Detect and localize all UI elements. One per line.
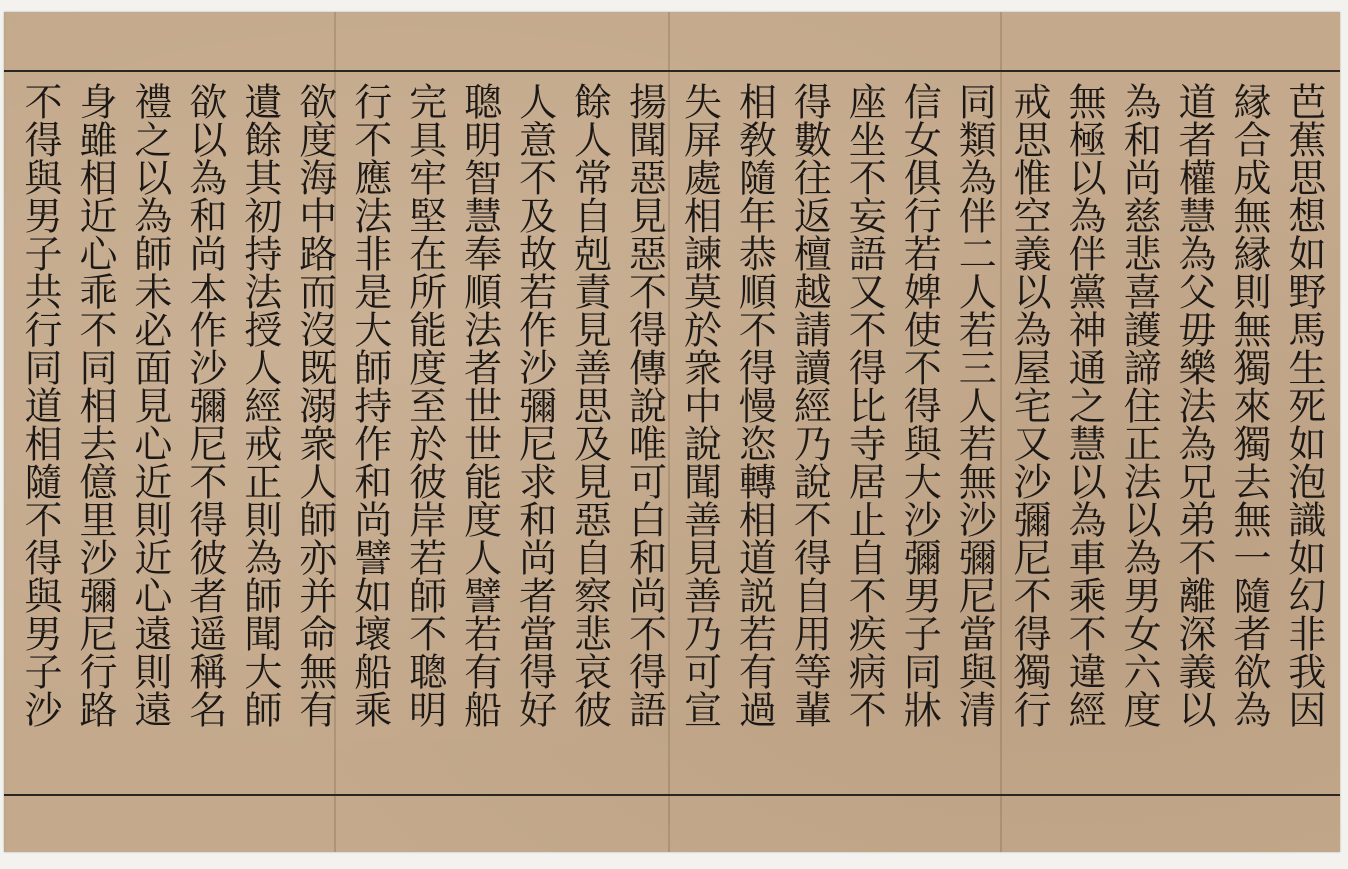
text-column: 欲度海中路而沒既溺衆人師亦并命無有 [292, 82, 337, 728]
text-column: 失屏處相諫莫於衆中說聞善見善乃可宣 [677, 82, 722, 728]
text-column: 人意不及故若作沙彌尼求和尚者當得好 [512, 82, 557, 728]
text-columns [18, 82, 1326, 804]
text-column: 為和尚慈悲喜護諦住正法以為男女六度 [1117, 82, 1162, 728]
text-column: 身雖相近心乖不同相去億里沙彌尼行路 [72, 82, 117, 728]
text-column: 欲以為和尚本作沙彌尼不得彼者遥稱名 [182, 82, 227, 728]
top-border-rule [4, 70, 1340, 72]
text-column: 揚聞惡見惡不得傳說唯可白和尚不得語 [622, 82, 667, 728]
text-column: 遺餘其初持法授人經戒正則為師聞大師 [237, 82, 282, 728]
text-column: 相敎隨年恭順不得慢恣轉相道説若有過 [732, 82, 777, 728]
text-column: 聰明智慧奉順法者世世能度人譬若有船 [457, 82, 502, 728]
text-column: 座坐不妄語又不得比寺居止自不疾病不 [842, 82, 887, 728]
text-column: 同類為伴二人若三人若無沙彌尼當與清 [952, 82, 997, 728]
text-column: 戒思惟空義以為屋宅又沙彌尼不得獨行 [1007, 82, 1052, 728]
text-column: 芭蕉思想如野馬生死如泡識如幻非我因 [1281, 82, 1326, 728]
text-column: 信女俱行若婢使不得與大沙彌男子同牀 [897, 82, 942, 728]
manuscript-scroll [4, 12, 1340, 852]
text-column: 完具牢堅在所能度至於彼岸若師不聰明 [402, 82, 447, 728]
text-column: 縁合成無縁則無獨來獨去無一隨者欲為 [1226, 82, 1271, 728]
text-column: 得數往返檀越請讀經乃說不得自用等輩 [787, 82, 832, 728]
text-column: 餘人常自剋責見善思及見惡自察悲哀彼 [567, 82, 612, 728]
text-column: 行不應法非是大師持作和尚譬如壞船乘 [347, 82, 392, 728]
text-column: 無極以為伴黨神通之慧以為車乘不違經 [1062, 82, 1107, 728]
text-column: 禮之以為師未必面見心近則近心遠則遠 [127, 82, 172, 728]
text-column: 不得與男子共行同道相隨不得與男子沙 [18, 82, 62, 728]
text-column: 道者權慧為父毋樂法為兄弟不離深義以 [1172, 82, 1217, 728]
